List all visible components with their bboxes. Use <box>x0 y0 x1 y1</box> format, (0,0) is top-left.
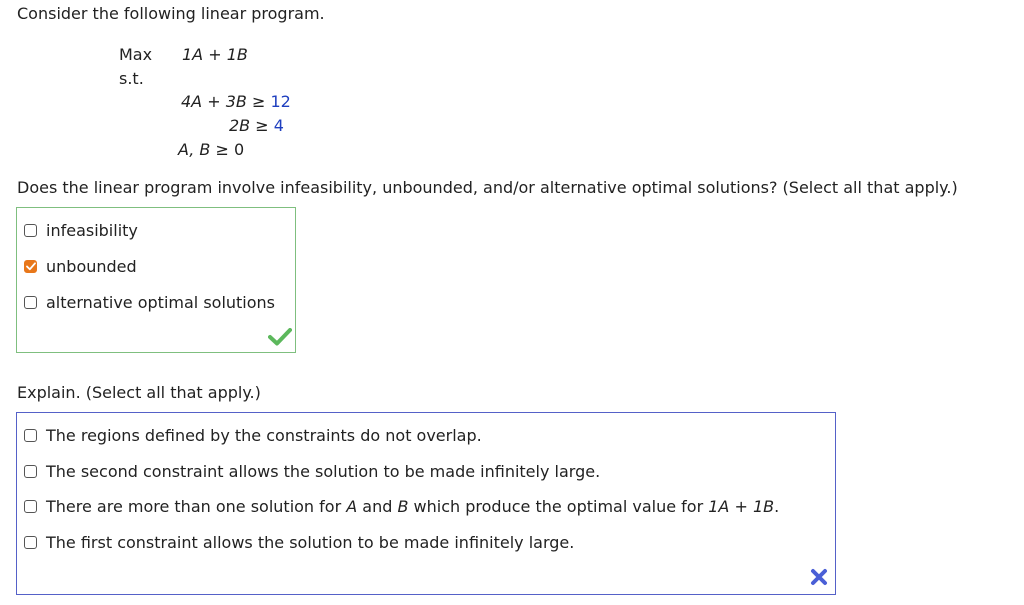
lp-max-label: Max <box>119 45 153 64</box>
checkbox-second-constraint[interactable] <box>24 465 37 478</box>
correct-check-icon <box>268 328 292 346</box>
constraint-2: 2B ≥ 4 <box>229 116 284 135</box>
option-infeasibility[interactable]: infeasibility <box>24 221 138 240</box>
checkbox-no-overlap[interactable] <box>24 429 37 442</box>
option-unbounded[interactable]: unbounded <box>24 257 137 276</box>
objective-a: 1A <box>182 45 204 64</box>
option-no-overlap[interactable]: The regions defined by the constraints do not overlap. <box>24 426 482 445</box>
checkbox-first-constraint[interactable] <box>24 536 37 549</box>
option-second-constraint-unbounded[interactable]: The second constraint allows the solution to be made infinitely large. <box>24 462 600 481</box>
checkbox-alternative-optimal[interactable] <box>24 296 37 309</box>
checkbox-infeasibility[interactable] <box>24 224 37 237</box>
question-1-answer-box <box>16 207 296 353</box>
checkbox-multiple-solutions[interactable] <box>24 500 37 513</box>
constraint-1: 4A + 3B ≥ 12 <box>181 92 291 111</box>
checkbox-unbounded[interactable] <box>24 260 37 273</box>
question-2-answer-box <box>16 412 836 595</box>
intro-text: Consider the following linear program. <box>17 4 325 23</box>
objective-b: 1B <box>226 45 248 64</box>
lp-st-label: s.t. <box>119 69 144 88</box>
constraint-2-rhs: 4 <box>273 116 284 135</box>
constraint-1-rhs: 12 <box>270 92 291 111</box>
option-alternative-optimal[interactable]: alternative optimal solutions <box>24 293 275 312</box>
lp-objective: 1A + 1B <box>182 45 248 64</box>
option-first-constraint-unbounded[interactable]: The first constraint allows the solution to be made infinitely large. <box>24 533 574 552</box>
question-1-prompt: Does the linear program involve infeasibility, unbounded, and/or alternative optimal solutions? (Select all that apply.) <box>17 178 958 197</box>
question-2-prompt: Explain. (Select all that apply.) <box>17 383 261 402</box>
option-multiple-solutions[interactable]: There are more than one solution for A and B which produce the optimal value for 1A + 1B. <box>24 497 779 516</box>
incorrect-x-icon <box>810 568 828 586</box>
nonnegativity-constraint: A, B ≥ 0 <box>178 140 245 159</box>
